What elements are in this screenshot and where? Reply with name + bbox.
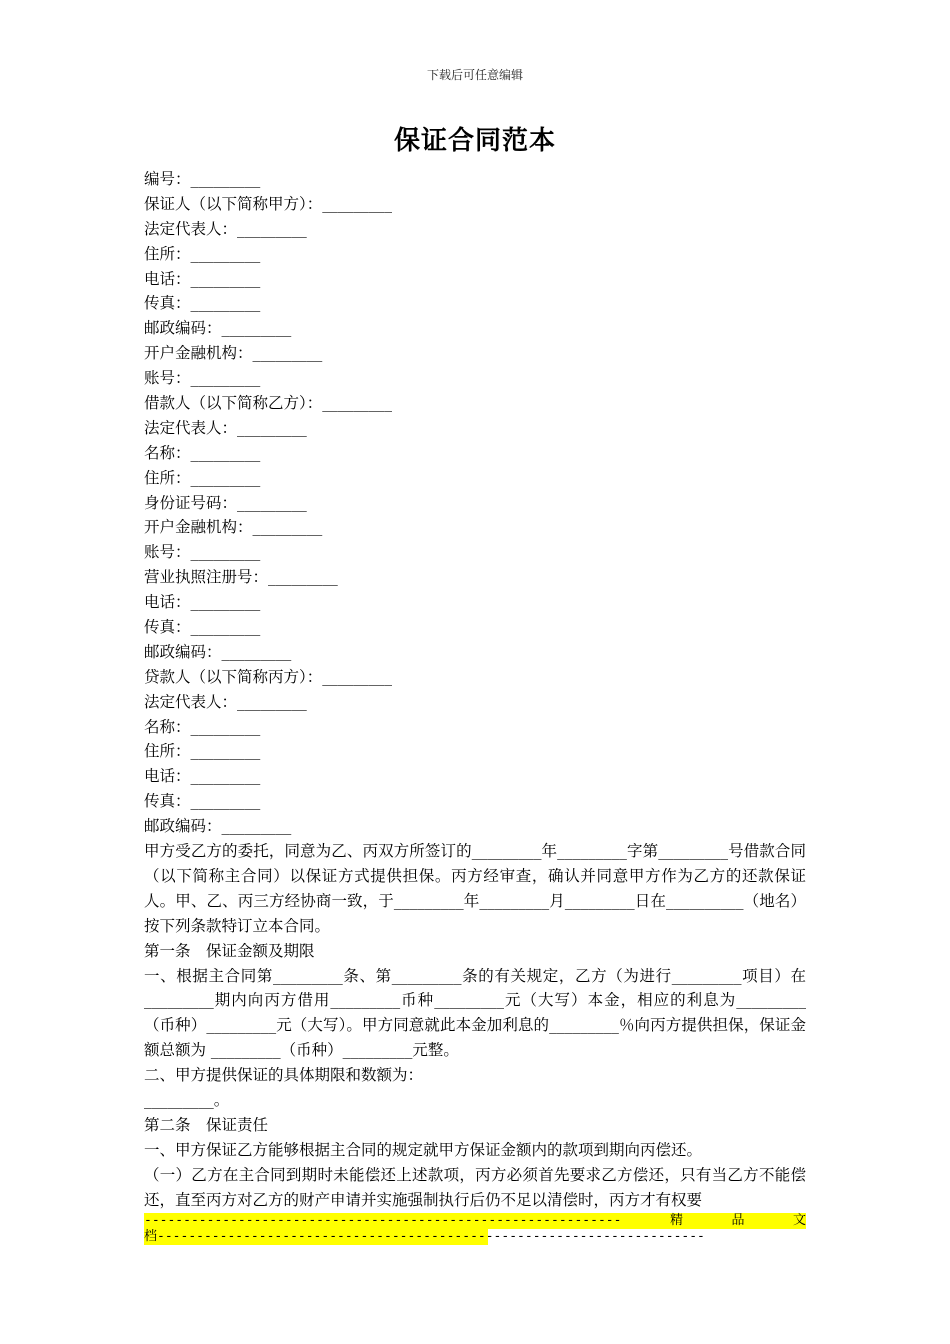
document-body [144,167,806,1213]
party-field-line: 开户金融机构：_________ [144,344,323,363]
party-field-line: 法定代表人：_________ [144,219,307,238]
party-field-line: 邮政编码：_________ [144,817,292,836]
party-field-line: 名称：_________ [144,717,261,736]
party-field-line: 贷款人（以下简称丙方）：_________ [144,667,393,686]
article-1-item-2: 二、甲方提供保证的具体期限和数额为： [144,1066,424,1085]
party-field-line: 传真：_________ [144,294,261,313]
footer-row-2-prefix: 档 [144,1229,158,1244]
party-field-line: 电话：_________ [144,593,261,612]
party-fields [144,167,806,839]
footer-char-3: 文 [792,1213,806,1228]
footer-dashes: ------------------------------------------------------------- [144,1213,622,1228]
party-field-line: 编号：_________ [144,170,261,188]
document-title: 保证合同范本 [393,126,556,156]
intro-paragraph: 甲方受乙方的委托，同意为乙、丙双方所签订的_________年_________字第_________号借款合同（以下简称主合同）以保证方式提供担保。丙方经审查，确认并同意甲方作为乙方的还款保证人。甲、乙、丙三方经协商一致，于_________年_________月_________日在__________（地名）按下列条款特订立本合同。 [144,842,806,935]
party-field-line: 身份证号码：_________ [144,493,307,512]
party-field-line: 法定代表人：_________ [144,418,307,437]
party-field-line: 开户金融机构：_________ [144,518,323,537]
party-field-line: 住所：_________ [144,468,261,487]
footer-row-2-dashes: ---------------------------------------------------------------------- [157,1229,705,1244]
article-2-item-1: 一、甲方保证乙方能够根据主合同的规定就甲方保证金额内的款项到期向丙偿还。 [144,1140,703,1159]
footer-char-1: 精 [669,1213,683,1228]
party-field-line: 电话：_________ [144,767,261,786]
footer-watermark-band [144,1213,806,1245]
page-header: 下载后可任意编辑 [426,68,523,82]
party-field-line: 邮政编码：_________ [144,642,292,661]
party-field-line: 借款人（以下简称乙方）：_________ [144,394,393,413]
party-field-line: 保证人（以下简称甲方）：_________ [144,194,393,213]
party-field-line: 住所：_________ [144,742,261,761]
party-field-line: 传真：_________ [144,618,261,637]
party-field-line: 账号：_________ [144,543,261,562]
article-1-item-1: 一、根据主合同第_________条、第_________条的有关规定，乙方（为进行_________项目）在_________期内向丙方借用_________币种_________元（大写）本金，相应的利息为_________（币种）_________元（大写）。甲方同意就此本金加利息的_________％向丙方提供担保，保证金额总额为 _________（币种）_________元整。 [144,966,806,1060]
article-1-item-2-blank: _________。 [144,1091,230,1110]
party-field-line: 电话：_________ [144,269,261,288]
party-field-line: 住所：_________ [144,244,261,263]
party-field-line: 营业执照注册号：_________ [144,568,338,587]
footer-row-1 [144,1213,806,1229]
party-field-line: 名称：_________ [144,443,261,462]
footer-row-2 [144,1229,705,1245]
footer-char-2: 品 [731,1213,745,1228]
article-2-heading: 第二条 保证责任 [144,1115,269,1134]
party-field-line: 账号：_________ [144,369,261,388]
party-field-line: 传真：_________ [144,792,261,811]
article-2-sub-1: （一）乙方在主合同到期时未能偿还上述款项，丙方必须首先要求乙方偿还，只有当乙方不能偿还，直至丙方对乙方的财产申请并实施强制执行后仍不足以清偿时，丙方才有权要 [144,1165,806,1209]
article-1-heading: 第一条 保证金额及期限 [144,941,315,960]
party-field-line: 邮政编码：_________ [144,319,292,338]
party-field-line: 法定代表人：_________ [144,692,307,711]
